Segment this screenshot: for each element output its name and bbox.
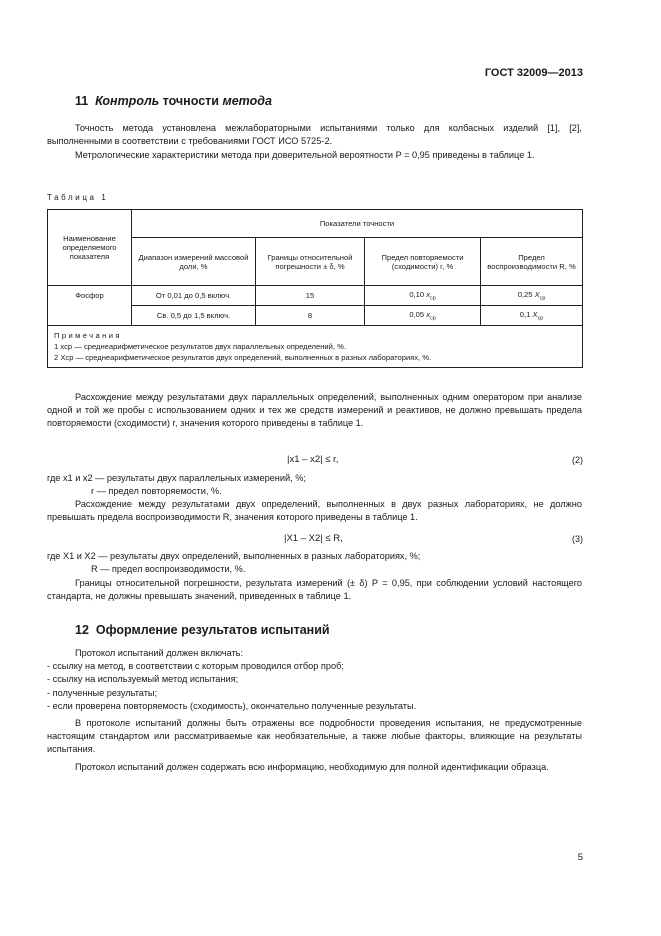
precision-table [47, 209, 583, 368]
formula-3: |X1 – X2| ≤ R, [284, 533, 343, 544]
note-2: 2 Xср — среднеарифметическое результатов двух определений, выполненных в разных лабораториях, %. [54, 353, 432, 362]
list-item: - полученные результаты; [47, 687, 158, 698]
column-header-param: Наименование определяемого показателя [48, 210, 132, 286]
table-cell: 0,25 $X_{ср}$ [481, 286, 583, 306]
table-notes [48, 326, 583, 368]
column-header: Предел повторяемости (сходимости) r, % [365, 238, 481, 286]
paragraph: Границы относительной погрешности, результата измерений (± δ) P = 0,95, при соблюдении условий настоящего стандарта, не должны превышать значений, приведенных в таблице 1. [47, 578, 582, 602]
paragraph: Протокол испытаний должен содержать всю информацию, необходимую для полной идентификации образца. [75, 762, 549, 772]
paragraph: Точность метода установлена межлабораторными испытаниями только для колбасных изделий [1], [2], выполненными в соответствии с требованиями ГОСТ ИСО 5725-2. [47, 123, 582, 147]
standard-number: ГОСТ 32009—2013 [484, 67, 583, 79]
equation-number: (2) [572, 455, 583, 465]
notes-title: Примечания [54, 331, 122, 340]
heading-text: Оформление результатов испытаний [95, 623, 330, 637]
list-item: - если проверена повторяемость (сходимость), окончательно полученные результаты. [47, 700, 417, 711]
table-cell: 0,1 $X_{ср}$ [481, 306, 583, 326]
section-11-heading [75, 94, 272, 108]
formula-2: |x1 – x2| ≤ r, [287, 454, 339, 465]
paragraph: Расхождение между результатами двух определений, выполненных в двух разных лабораториях, не должно превышать предела воспроизводимости R, значения которого приведены в таблице 1. [47, 499, 582, 523]
table-cell: От 0,01 до 0,5 включ. [132, 286, 256, 306]
table-cell: 8 [256, 306, 365, 326]
page-number: 5 [577, 852, 583, 863]
equation-number: (3) [572, 534, 583, 544]
where-line: R — предел воспроизводимости, %. [91, 564, 246, 575]
heading-word: Контроль [95, 94, 160, 108]
paragraph: Расхождение между результатами двух параллельных определений, выполненных одним оператором при анализе одной и той же пробы с использованием одних и тех же средств измерений и реактивов, не должно превышать предела повторяемости (сходимости) r, значения которого приведены в таблице 1. [47, 392, 582, 429]
section-12-heading [75, 623, 330, 637]
table-cell: Св. 0,5 до 1,5 включ. [132, 306, 256, 326]
note-1: 1 xср — среднеарифметическое результатов двух параллельных определений, %. [54, 342, 346, 351]
table-row [48, 286, 583, 306]
paragraph: В протоколе испытаний должны быть отражены все подробности проведения испытания, не предусмотренные настоящим стандартом или рассматриваемые как необязательные, а также любые факторы, влияющие на результаты испытания. [47, 718, 582, 755]
table-cell: 15 [256, 286, 365, 306]
protocol-list [47, 647, 587, 713]
column-header: Диапазон измерений массовой доли, % [132, 238, 256, 286]
column-header: Предел воспроизводимости R, % [481, 238, 583, 286]
heading-word: точности [162, 94, 219, 108]
where-block-2 [47, 550, 587, 576]
paragraph: Метрологические характеристики метода при доверительной вероятности P = 0,95 приведены в таблице 1. [75, 150, 535, 160]
table-cell: 0,05 $x_{ср}$ [365, 306, 481, 326]
list-item: - ссылку на используемый метод испытания; [47, 674, 239, 685]
list-intro: Протокол испытаний должен включать: [75, 648, 243, 658]
list-item: - ссылку на метод, в соответствии с которым проводился отбор проб; [47, 661, 344, 672]
table-group-header: Показатели точности [132, 210, 583, 238]
where-line: где X1 и X2 — результаты двух определений, выполненных в разных лабораториях, %; [47, 551, 421, 561]
where-line: где x1 и x2 — результаты двух параллельных измерений, %; [47, 473, 306, 483]
column-header: Границы относительной погрешности ± δ, % [256, 238, 365, 286]
table-cell: 0,10 $x_{ср}$ [365, 286, 481, 306]
where-line: r — предел повторяемости, %. [91, 486, 222, 497]
heading-word: метода [222, 94, 272, 108]
where-block-1 [47, 472, 587, 498]
table-caption: Таблица 1 [47, 193, 109, 202]
table-cell-param: Фосфор [48, 286, 132, 326]
section-number: 11 [75, 94, 89, 108]
section-number: 12 [75, 623, 89, 637]
